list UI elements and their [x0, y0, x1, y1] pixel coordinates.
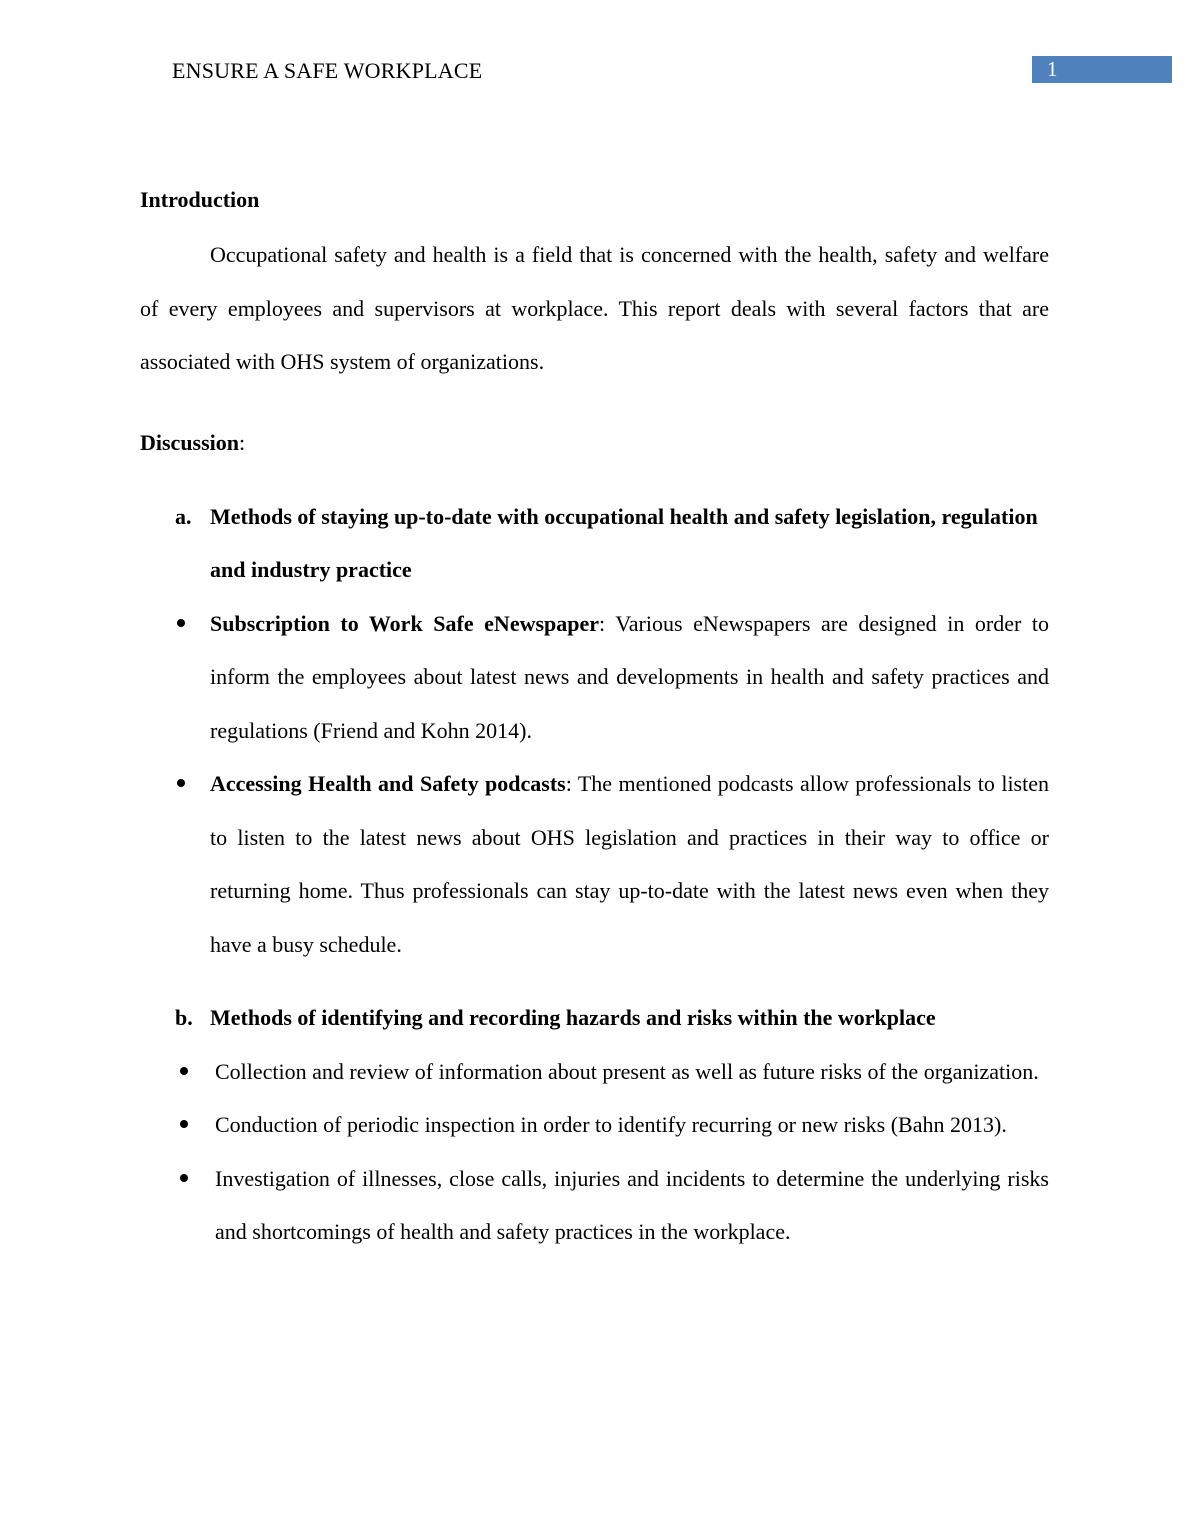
bullet-icon: [177, 619, 185, 627]
introduction-heading: Introduction: [140, 187, 260, 212]
bullet-icon: [180, 1067, 188, 1075]
bullet-icon: [177, 779, 185, 787]
discussion-heading-text: Discussion: [140, 429, 240, 455]
discussion-heading-colon: :: [239, 429, 246, 455]
running-header-title: ENSURE A SAFE WORKPLACE: [172, 58, 483, 83]
section-b-label: b.: [175, 1005, 193, 1030]
bullet-text: Investigation of illnesses, close calls, injuries and incidents to determine the underlying risks and shortcomings of health and safety practices in the workplace.: [215, 1165, 1049, 1244]
introduction-paragraph: Occupational safety and health is a field that is concerned with the health, safety and welfare of every employees and supervisors at workplace. This report deals with several factors that are associated with OHS system of organizations.: [140, 242, 1049, 374]
page-number-box: [1032, 56, 1172, 83]
section-a-title: Methods of staying up-to-date with occupational health and safety legislation, regulation and industry practice: [210, 503, 1038, 582]
list-item: [140, 597, 1049, 758]
page-number: 1: [1047, 57, 1058, 81]
list-item: [140, 1045, 1049, 1099]
bullet-icon: [180, 1120, 188, 1128]
bullet-text: Collection and review of information about present as well as future risks of the organization.: [215, 1058, 1039, 1084]
section-b-title: Methods of identifying and recording hazards and risks within the workplace: [210, 1005, 936, 1030]
bullet-bold-lead: Subscription to Work Safe eNewspaper: [210, 610, 600, 636]
discussion-heading: [140, 423, 1049, 463]
section-b-heading: [140, 991, 1049, 1045]
bullet-text: Conduction of periodic inspection in order to identify recurring or new risks (Bahn 2013).: [215, 1112, 1007, 1137]
bullet-text: : The mentioned podcasts allow professionals to listen to listen to the latest news about OHS legislation and practices in their way to office or returning home. Thus professionals can stay up-to-date with the latest news even when they have a busy schedule.: [210, 771, 1049, 957]
list-item: [140, 757, 1049, 971]
document-body: [140, 180, 1049, 1259]
list-item: [140, 1152, 1049, 1259]
list-item: [140, 1098, 1049, 1152]
section-a-heading: [140, 490, 1049, 597]
bullet-text: : Various eNewspapers are designed in order to inform the employees about latest news and developments in health and safety practices and regulations (Friend and Kohn 2014).: [210, 610, 1049, 743]
bullet-bold-lead: Accessing Health and Safety podcasts: [210, 771, 566, 796]
section-a-label: a.: [175, 503, 192, 529]
bullet-icon: [180, 1174, 188, 1182]
